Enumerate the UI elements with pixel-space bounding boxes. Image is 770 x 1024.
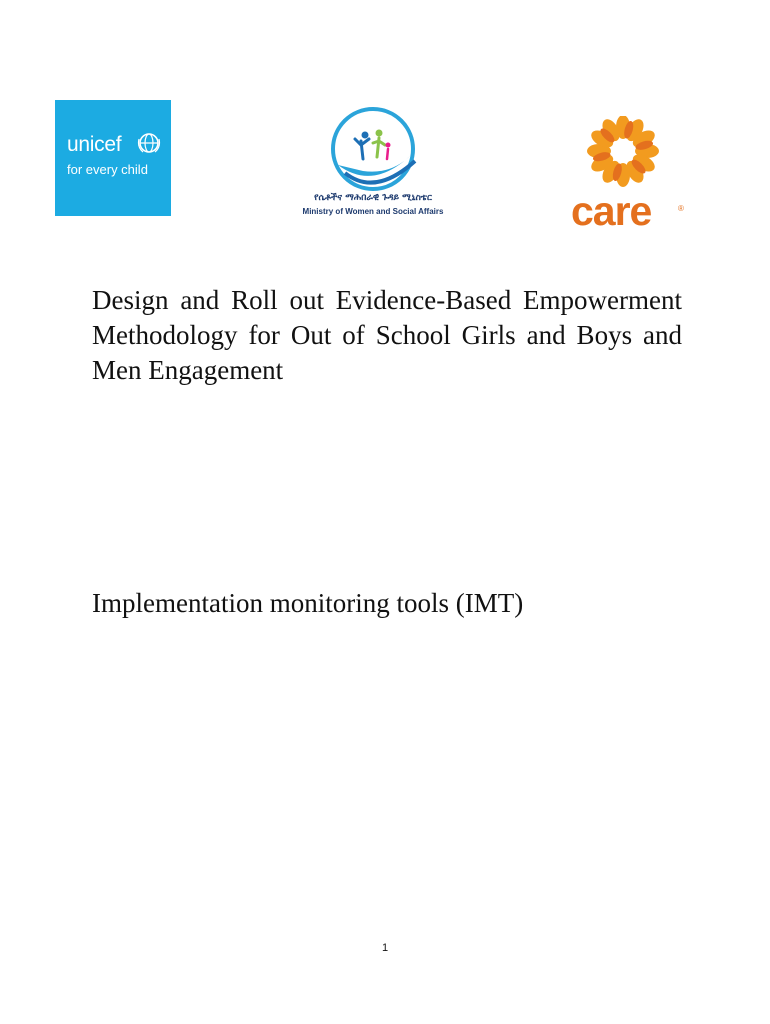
care-hands-icon <box>568 116 694 190</box>
care-registered-mark: ® <box>678 204 684 213</box>
care-logo <box>568 116 694 238</box>
ministry-logo <box>283 105 463 220</box>
ministry-emblem-icon <box>283 105 463 193</box>
care-wordmark: care <box>571 188 652 234</box>
unicef-tagline: for every child <box>67 162 148 177</box>
ministry-name-amharic: የሴቶችና ማሕበራዊ ጉዳይ ሚኒስቴር <box>314 193 432 203</box>
unicef-wordmark: unicef <box>67 133 122 156</box>
document-subtitle: Implementation monitoring tools (IMT) <box>92 588 524 618</box>
page-number: 1 <box>381 942 389 954</box>
un-globe-icon <box>137 131 161 155</box>
ministry-name-english: Ministry of Women and Social Affairs <box>302 207 444 216</box>
document-title: Design and Roll out Evidence-Based Empowerment Methodology for Out of School Girls and Boys and Men Engagement <box>92 285 682 385</box>
unicef-logo <box>55 100 171 216</box>
